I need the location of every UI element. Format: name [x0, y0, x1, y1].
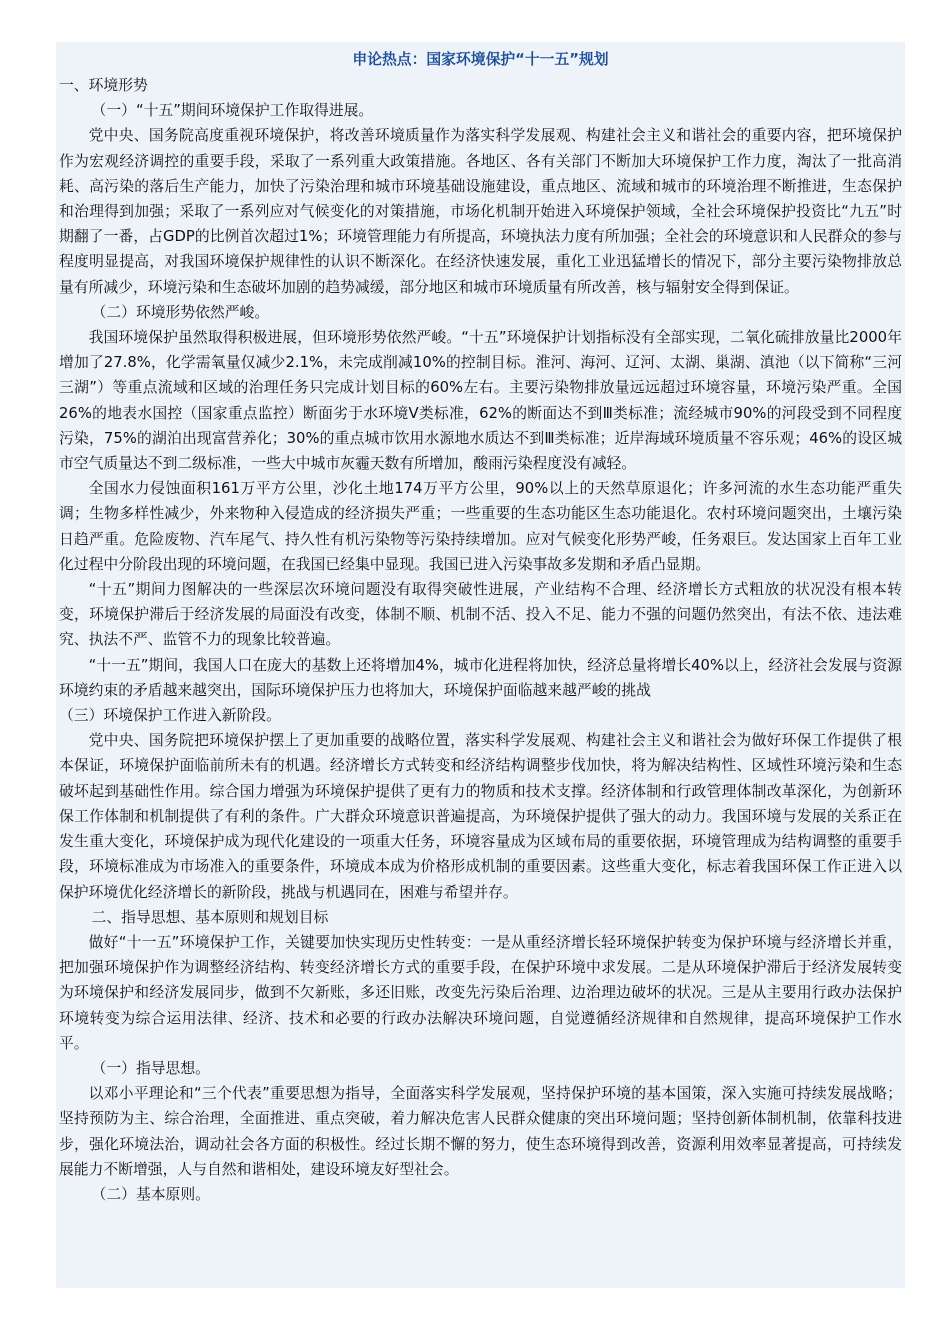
- subsection-heading: （二）基本原则。: [91, 1185, 210, 1203]
- paragraph: 全国水力侵蚀面积161万平方公里，沙化土地174万平方公里，90%以上的天然草原退化；许多河流的水生态功能严重失调；生物多样性减少，外来物种入侵造成的经济损失严重；一些重要的生态功能区生态功能退化。农村环境问题突出，土壤污染日趋严重。危险废物、汽车尾气、持久性有机污染物等污染持续增加。应对气候变化形势严峻，任务艰巨。发达国家上百年工业化过程中分阶段出现的环境问题，在我国已经集中显现。我国已进入污染事故多发期和矛盾凸显期。: [59, 480, 902, 573]
- subsection-heading: （一）指导思想。: [91, 1059, 210, 1077]
- paragraph: 以邓小平理论和“三个代表”重要思想为指导，全面落实科学发展观，坚持保护环境的基本国策，深入实施可持续发展战略；坚持预防为主、综合治理，全面推进、重点突破，着力解决危害人民群众健康的突出环境问题；坚持创新体制机制，依靠科技进步，强化环境法治，调动社会各方面的积极性。经过长期不懈的努力，使生态环境得到改善，资源利用效率显著提高，可持续发展能力不断增强，人与自然和谐相处，建设环境友好型社会。: [59, 1085, 902, 1178]
- subsection-heading: （二）环境形势依然严峻。: [91, 303, 270, 321]
- paragraph: 党中央、国务院高度重视环境保护，将改善环境质量作为落实科学发展观、构建社会主义和谐社会的重要内容，把环境保护作为宏观经济调控的重要手段，采取了一系列重大政策措施。各地区、各有关部门不断加大环境保护工作力度，淘汰了一批高消耗、高污染的落后生产能力，加快了污染治理和城市环境基础设施建设，重点地区、流域和城市的环境治理不断推进，生态保护和治理得到加强；采取了一系列应对气候变化的对策措施，市场化机制开始进入环境保护领域，全社会环境保护投资比“九五”时期翻了一番，占GDP的比例首次超过1%；环境管理能力有所提高，环境执法力度有所加强；全社会的环境意识和人民群众的参与程度明显提高，对我国环境保护规律性的认识不断深化。在经济快速发展，重化工业迅猛增长的情况下，部分主要污染物排放总量有所减少，环境污染和生态破坏加剧的趋势减缓，部分地区和城市环境质量有所改善，核与辐射安全得到保证。: [59, 127, 902, 296]
- paragraph: “十一五”期间，我国人口在庞大的基数上还将增加4%，城市化进程将加快，经济总量将增长40%以上，经济社会发展与资源环境约束的矛盾越来越突出，国际环境保护压力也将加大，环境保护面临越来越严峻的挑战: [59, 656, 902, 699]
- document-title: 申论热点：国家环境保护“十一五”规划: [352, 51, 609, 68]
- subsection-heading: （三）环境保护工作进入新阶段。: [59, 707, 281, 725]
- section-heading: 二、指导思想、基本原则和规划目标: [91, 908, 329, 926]
- subsection-heading: （一）“十五”期间环境保护工作取得进展。: [91, 102, 374, 120]
- paragraph: 做好“十一五”环境保护工作，关键要加快实现历史性转变：一是从重经济增长轻环境保护转变为保护环境与经济增长并重，把加强环境保护作为调整经济结构、转变经济增长方式的重要手段，在保护环境中求发展。二是从环境保护滞后于经济发展转变为环境保护和经济发展同步，做到不欠新账，多还旧账，改变先污染后治理、边治理边破坏的状况。三是从主要用行政办法保护环境转变为综合运用法律、经济、技术和必要的行政办法解决环境问题，自觉遵循经济规律和自然规律，提高环境保护工作水平。: [59, 933, 902, 1052]
- document-page: [56, 42, 905, 1288]
- paragraph: 我国环境保护虽然取得积极进展，但环境形势依然严峻。“十五”环境保护计划指标没有全部实现，二氧化硫排放量比2000年增加了27.8%，化学需氧量仅减少2.1%，未完成削减10%的控制目标。淮河、海河、辽河、太湖、巢湖、滇池（以下简称“三河三湖”）等重点流域和区域的治理任务只完成计划目标的60%左右。主要污染物排放量远远超过环境容量，环境污染严重。全国26%的地表水国控（国家重点监控）断面劣于水环境Ⅴ类标准，62%的断面达不到Ⅲ类标准；流经城市90%的河段受到不同程度污染，75%的湖泊出现富营养化；30%的重点城市饮用水源地水质达不到Ⅲ类标准；近岸海域环境质量不容乐观；46%的设区城市空气质量达不到二级标准，一些大中城市灰霾天数有所增加，酸雨污染程度没有减轻。: [59, 329, 902, 473]
- paragraph: 党中央、国务院把环境保护摆上了更加重要的战略位置，落实科学发展观、构建社会主义和谐社会为做好环保工作提供了根本保证，环境保护面临前所未有的机遇。经济增长方式转变和经济结构调整步伐加快，将为解决结构性、区域性环境污染和生态破坏起到基础性作用。综合国力增强为环境保护提供了更有力的物质和技术支撑。经济体制和行政管理体制改革深化，为创新环保工作体制和机制提供了有利的条件。广大群众环境意识普遍提高，为环境保护提供了强大的动力。我国环境与发展的关系正在发生重大变化，环境保护成为现代化建设的一项重大任务，环境容量成为区域布局的重要依据，环境管理成为结构调整的重要手段，环境标准成为市场准入的重要条件，环境成本成为价格形成机制的重要因素。这些重大变化，标志着我国环保工作正进入以保护环境优化经济增长的新阶段，挑战与机遇同在，困难与希望并存。: [59, 732, 902, 901]
- paragraph: “十五”期间力图解决的一些深层次环境问题没有取得突破性进展，产业结构不合理、经济增长方式粗放的状况没有根本转变，环境保护滞后于经济发展的局面没有改变，体制不顺、机制不活、投入不足、能力不强的问题仍然突出，有法不依、违法难究、执法不严、监管不力的现象比较普遍。: [59, 581, 902, 649]
- section-heading: 一、环境形势: [59, 77, 148, 94]
